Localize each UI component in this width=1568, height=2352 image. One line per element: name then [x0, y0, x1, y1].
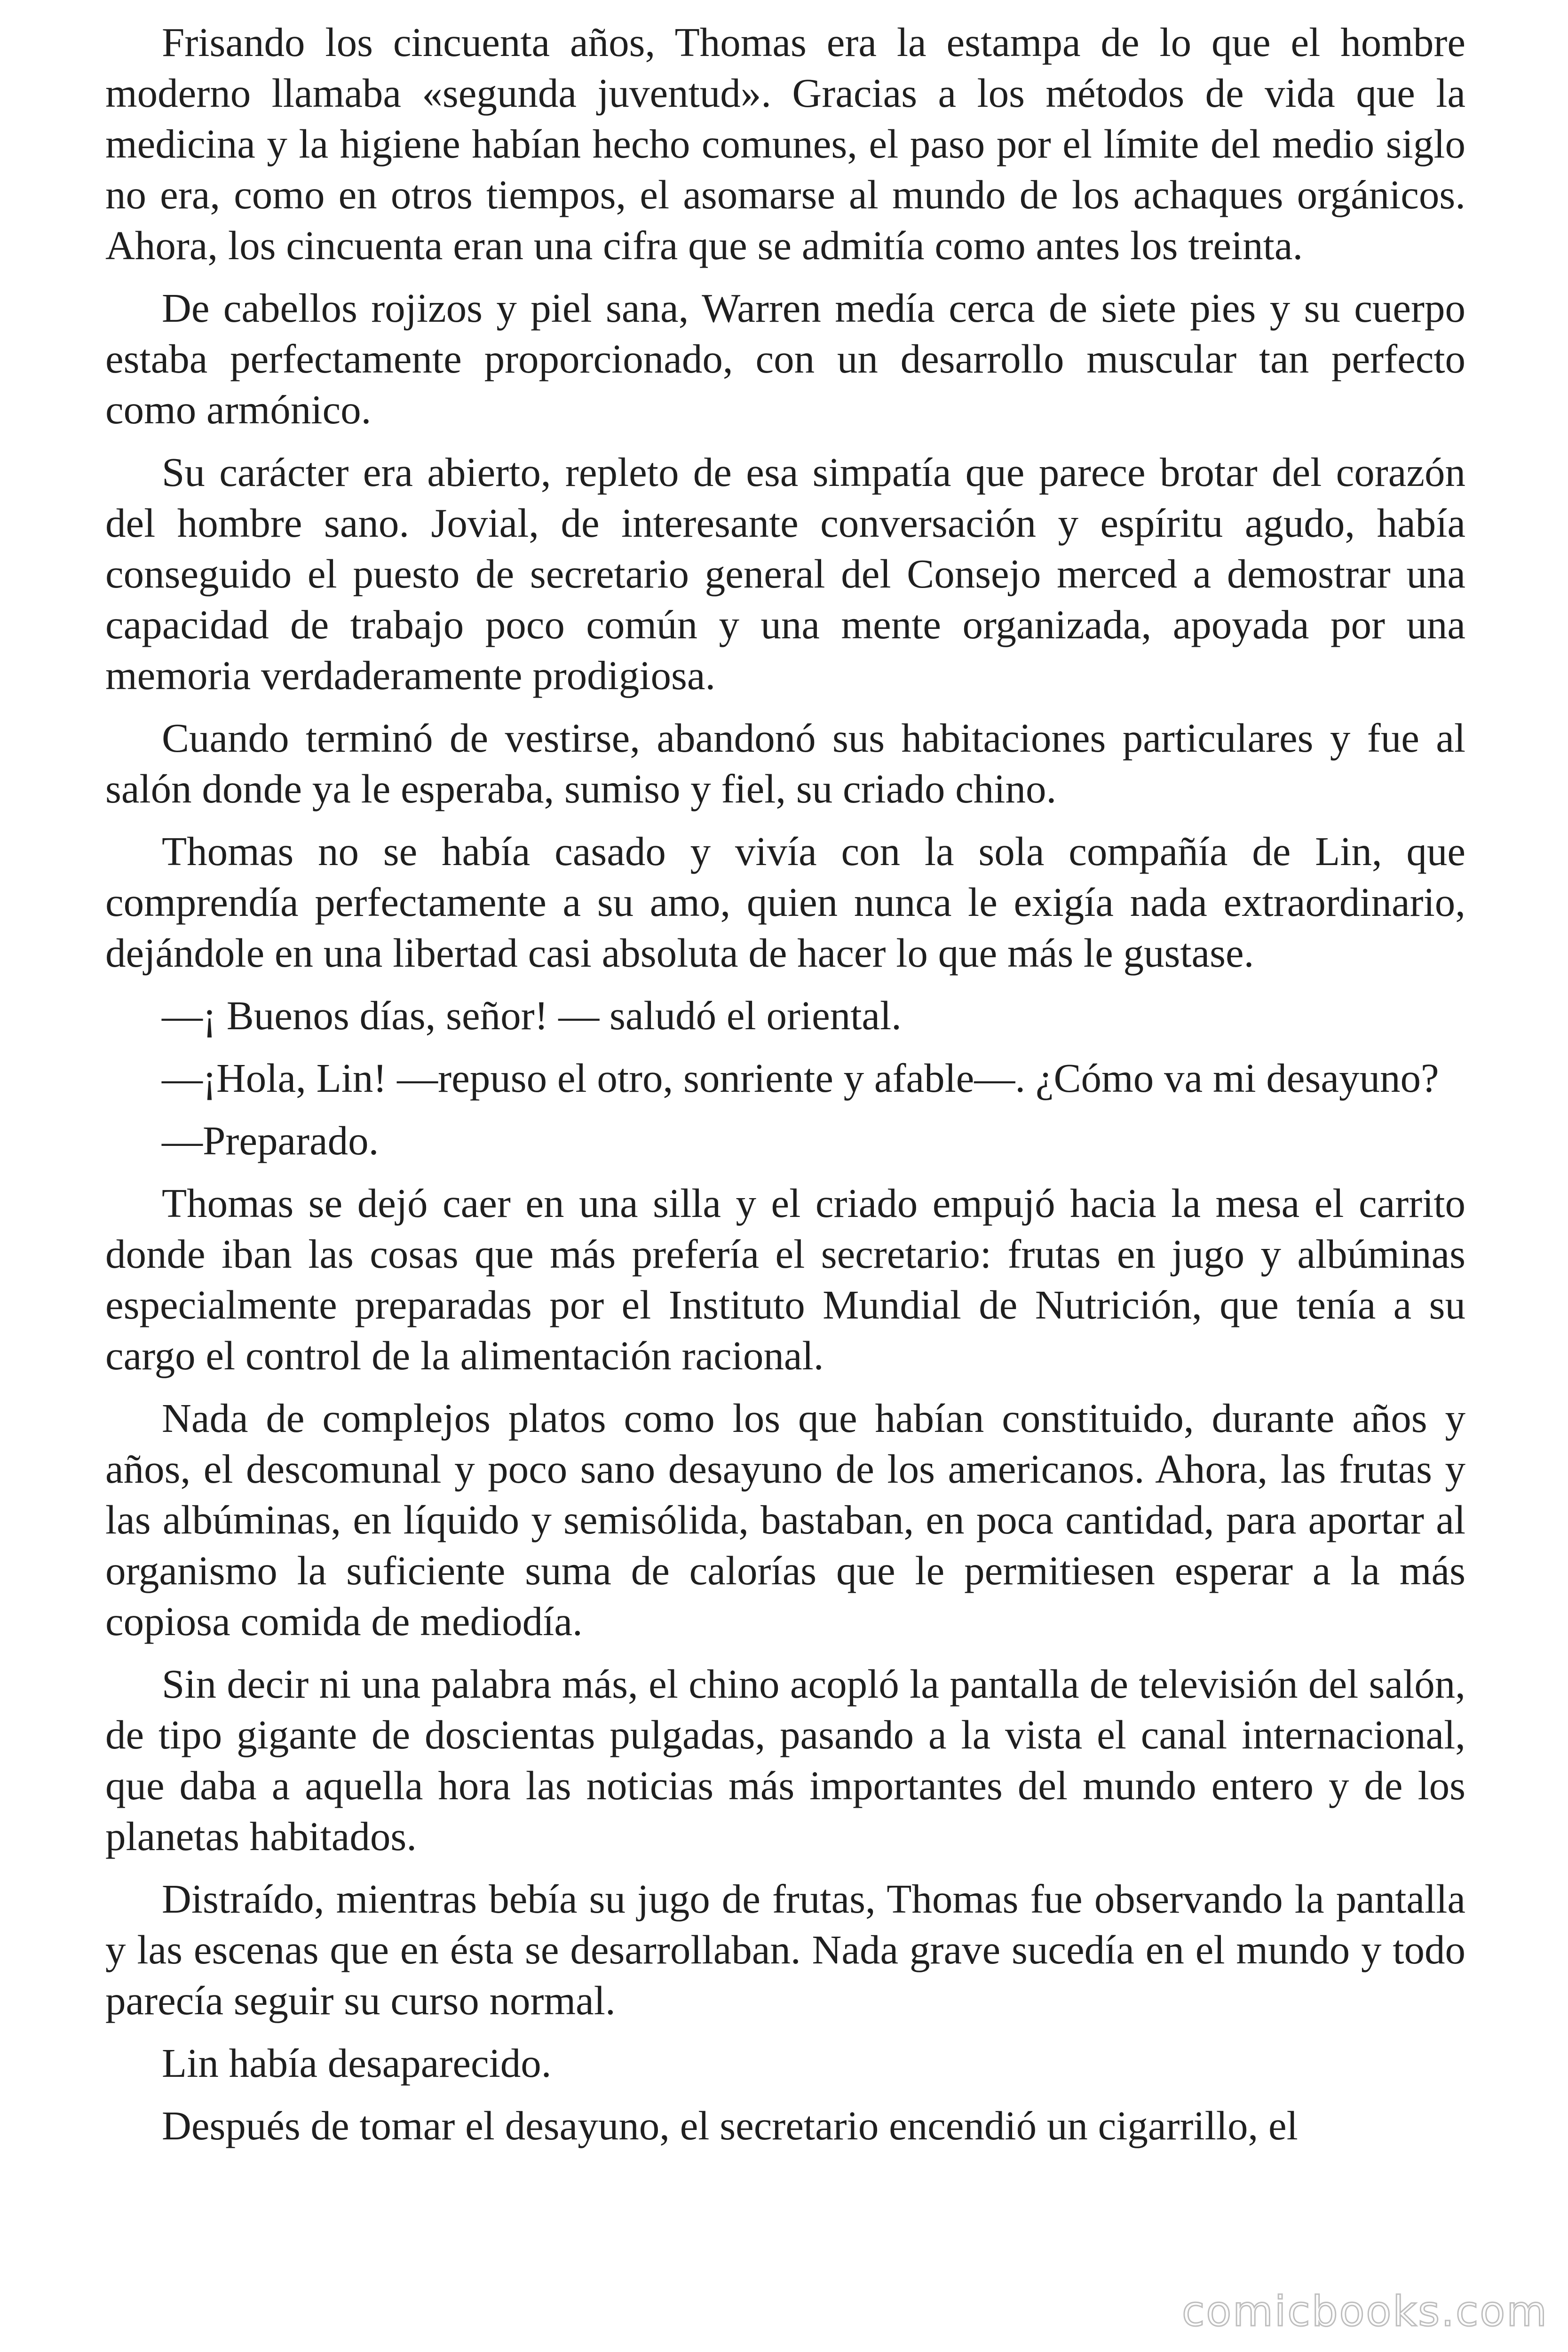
- dialogue-greeting: —¡ Buenos días, señor! — saludó el oriental.: [162, 993, 902, 1038]
- paragraph-14: Después de tomar el desayuno, el secretario encendió un cigarrillo, el: [162, 2103, 1298, 2148]
- dialogue-prepared: —Preparado.: [162, 1118, 379, 1163]
- paragraph-9: Thomas se dejó caer en una silla y el criado empujó hacia la mesa el carrito donde iban las cosas que más prefería el secretario: frutas en jugo y albúminas especialmente preparadas por el Instituto Mundial de Nutrición, que tenía a su cargo el control de la alimentación racional.: [105, 1180, 1465, 1378]
- paragraph-1: Frisando los cincuenta años, Thomas era la estampa de lo que el hombre moderno llamaba «segunda juventud». Gracias a los métodos de vida que la medicina y la higiene habían hecho comunes, el paso por el límite del medio siglo no era, como en otros tiempos, el asomarse al mundo de los achaques orgánicos. Ahora, los cincuenta eran una cifra que se admitía como antes los treinta.: [105, 19, 1465, 268]
- paragraph-13: Lin había desaparecido.: [162, 2040, 552, 2086]
- paragraph-2: De cabellos rojizos y piel sana, Warren medía cerca de siete pies y su cuerpo estaba perfectamente proporcionado, con un desarrollo muscular tan perfecto como armónico.: [105, 285, 1465, 432]
- paragraph-3: Su carácter era abierto, repleto de esa simpatía que parece brotar del corazón del hombre sano. Jovial, de interesante conversación y espíritu agudo, había conseguido el puesto de secretario general del Consejo merced a demostrar una capacidad de trabajo poco común y una mente organizada, apoyada por una memoria verdaderamente prodigiosa.: [105, 449, 1465, 698]
- paragraph-4: Cuando terminó de vestirse, abandonó sus habitaciones particulares y fue al salón donde ya le esperaba, sumiso y fiel, su criado chino.: [105, 715, 1465, 811]
- paragraph-12: Distraído, mientras bebía su jugo de frutas, Thomas fue observando la pantalla y las escenas que en ésta se desarrollaban. Nada grave sucedía en el mundo y todo parecía seguir su curso normal.: [105, 1876, 1465, 2023]
- dialogue-reply: —¡Hola, Lin! —repuso el otro, sonriente y afable—. ¿Cómo va mi desayuno?: [162, 1055, 1439, 1101]
- site-watermark: comicbooks.com: [1181, 2287, 1548, 2336]
- paragraph-10: Nada de complejos platos como los que habían constituido, durante años y años, el descomunal y poco sano desayuno de los americanos. Ahora, las frutas y las albúminas, en líquido y semisólida, bastaban, en poca cantidad, para aportar al organismo la suficiente suma de calorías que le permitiesen esperar a la más copiosa comida de mediodía.: [105, 1395, 1465, 1644]
- paragraph-11: Sin decir ni una palabra más, el chino acopló la pantalla de televisión del salón, de tipo gigante de doscientas pulgadas, pasando a la vista el canal internacional, que daba a aquella hora las noticias más importantes del mundo entero y de los planetas habitados.: [105, 1661, 1465, 1859]
- paragraph-5: Thomas no se había casado y vivía con la sola compañía de Lin, que comprendía perfectamente a su amo, quien nunca le exigía nada extraordinario, dejándole en una libertad casi absoluta de hacer lo que más le gustase.: [105, 828, 1465, 976]
